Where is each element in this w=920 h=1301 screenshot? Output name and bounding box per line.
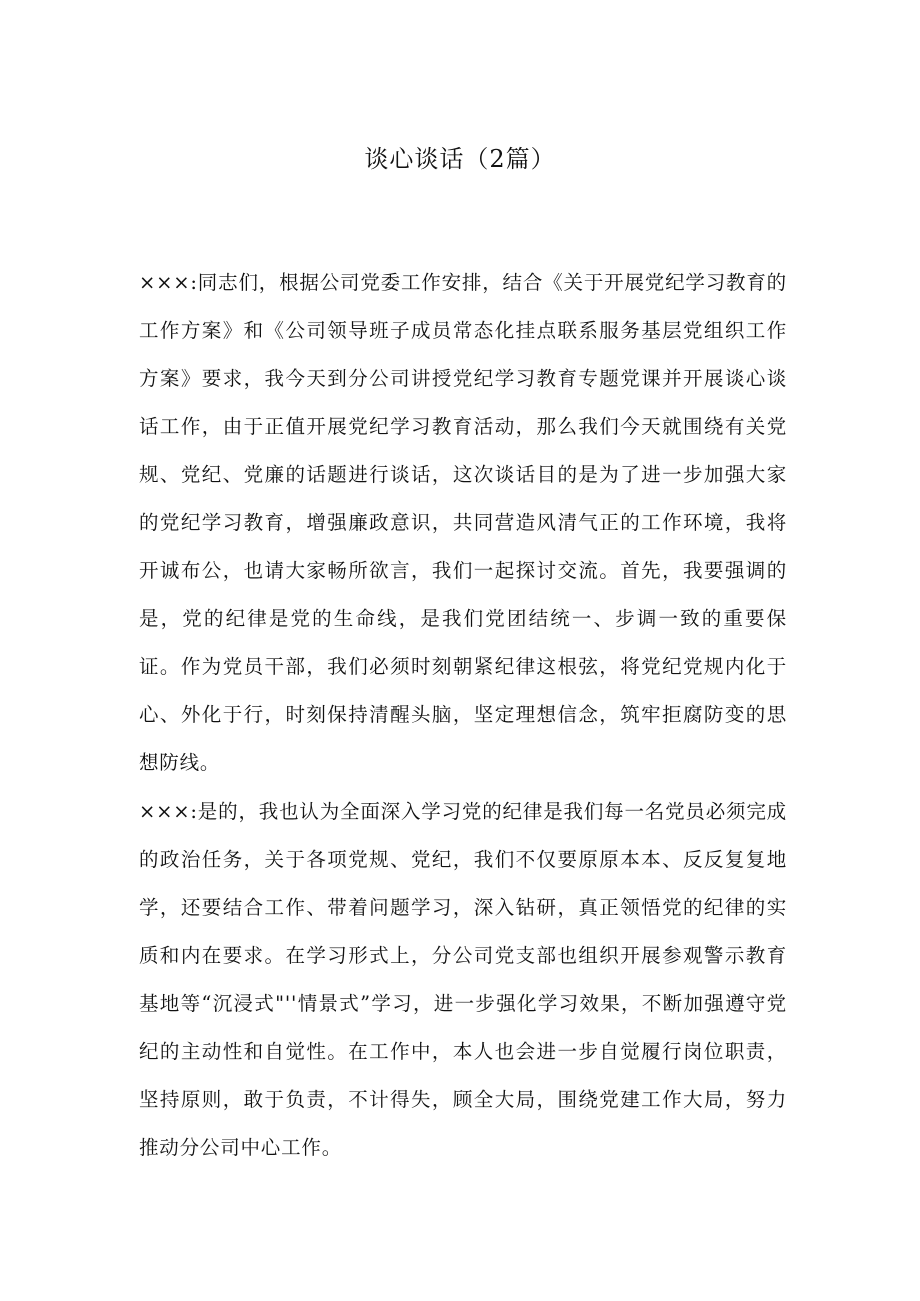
document-title: 谈心谈话（2篇）: [364, 145, 556, 173]
paragraph-1: ×××:同志们，根据公司党委工作安排，结合《关于开展党纪学习教育的工作方案》和《公司领导班子成员常态化挂点联系服务基层党组织工作方案》要求，我今天到分公司讲授党纪学习教育专题党课并开展谈心谈话工作，由于正值开展党纪学习教育活动，那么我们今天就围绕有关党规、党纪、党廉的话题进行谈话，这次谈话目的是为了进一步加强大家的党纪学习教育，增强廉政意识，共同营造风清气正的工作环境，我将开诚布公，也请大家畅所欲言，我们一起探讨交流。首先，我要强调的是，党的纪律是党的生命线，是我们党团结统一、步调一致的重要保证。作为党员干部，我们必须时刻朝紧纪律这根弦，将党纪党规内化于心、外化于行，时刻保持清醒头脑，坚定理想信念，筑牢拒腐防变的思想防线。: [139, 271, 787, 774]
paragraph-2: ×××:是的，我也认为全面深入学习党的纪律是我们每一名党员必须完成的政治任务，关于各项党规、党纪，我们不仅要原原本本、反反复复地学，还要结合工作、带着问题学习，深入钻研，真正领悟党的纪律的实质和内在要求。在学习形式上，分公司党支部也组织开展参观警示教育基地等“沉浸式"''情景式”学习，进一步强化学习效果，不断加强遵守党纪的主动性和自觉性。在工作中，本人也会进一步自觉履行岗位职责，坚持原则，敢于负责，不计得失，顾全大局，围绕党建工作大局，努力推动分公司中心工作。: [139, 800, 787, 1159]
